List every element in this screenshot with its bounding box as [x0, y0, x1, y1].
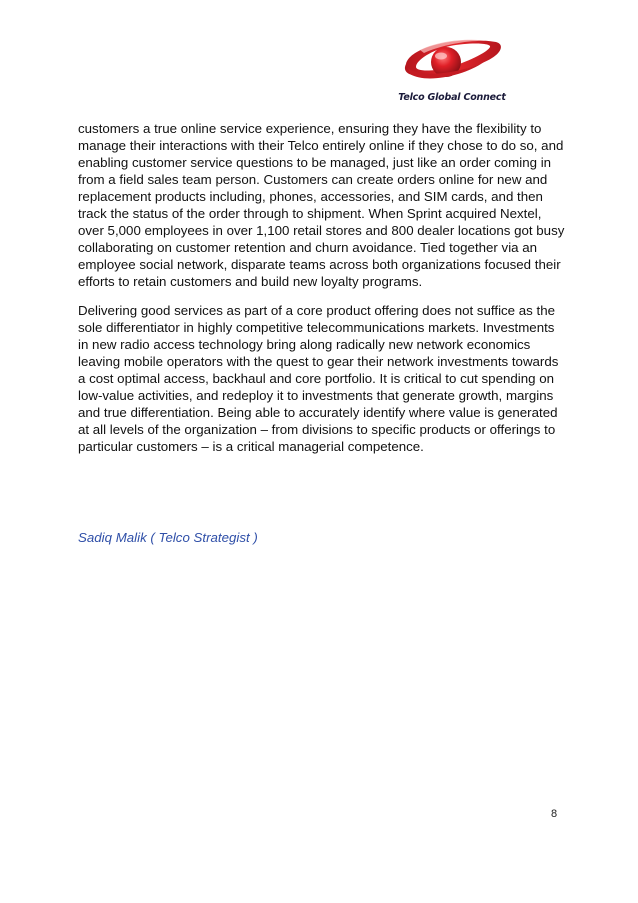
- paragraph-2: Delivering good services as part of a core product offering does not suffice as the sole differentiator in highly competitive telecommunications markets. Investments in new radio access technology bring along radically new network economics leaving mobile operators with the quest to gear their network investments towards a cost optimal access, backhaul and core portfolio. It is critical to cut spending on low-value activities, and redeploy it to investments that generate growth, margins and true differentiation. Being able to accurately identify where value is generated at all levels of the organization – from divisions to specific products or offerings to particular customers – is a critical managerial competence.: [78, 303, 559, 454]
- company-logo: [392, 34, 512, 106]
- page-number: 8: [551, 808, 558, 820]
- body-text: [78, 120, 568, 455]
- logo-brand-name: Telco Global Connect: [398, 92, 506, 103]
- author-signature: Sadiq Malik ( Telco Strategist ): [78, 530, 258, 545]
- globe-swoosh-icon: [400, 34, 504, 90]
- paragraph-1: customers a true online service experience, ensuring they have the flexibility to manage their interactions with their Telco entirely online if they chose to do so, and enabling customer service questions to be managed, just like an order coming in from a field sales team person. Customers can create orders online for new and replacement products including, phones, accessories, and SIM cards, and then track the status of the order through to shipment. When Sprint acquired Nextel, over 5,000 employees in over 1,100 retail stores and 800 dealer locations got busy collaborating on customer retention and churn avoidance. Tied together via an employee social network, disparate teams across both organizations focused their efforts to retain customers and build new loyalty programs.: [78, 121, 565, 289]
